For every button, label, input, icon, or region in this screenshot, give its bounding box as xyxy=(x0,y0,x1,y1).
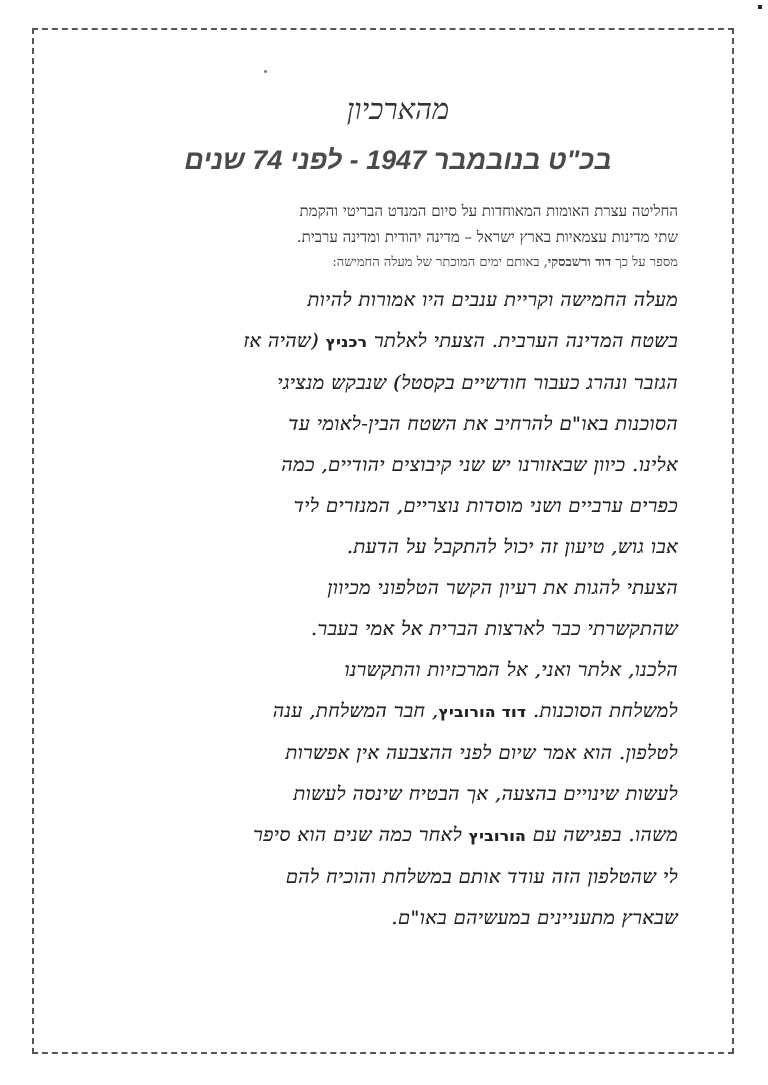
handwritten-testimony xyxy=(118,280,678,939)
handwritten-line xyxy=(118,321,678,363)
handwritten-text: , חבר המשלחת, ענה xyxy=(272,700,439,722)
source-name: דוד ורשבסקי xyxy=(547,255,612,270)
handwritten-text: בשטח המדינה הערבית. הצעתי לאלתר xyxy=(373,330,678,352)
handwritten-line: לעשות שינויים בהצעה, אך הבטיח שינסה לעשות xyxy=(293,783,678,805)
handwritten-line: הסוכנות באו"ם להרחיב את השטח הבין-לאומי עד xyxy=(288,413,678,435)
article-subtitle: בכ"ט בנובמבר 1947 - לפני 74 שנים xyxy=(184,145,612,175)
handwritten-line: כפרים ערביים ושני מוסדות נוצריים, המנזרים ליד xyxy=(293,495,678,517)
person-name: הורוביץ xyxy=(468,827,526,845)
handwritten-text: משהו. בפגישה עם xyxy=(532,824,678,846)
corner-mark xyxy=(758,5,762,9)
handwritten-line: לי שהטלפון הזה עודד אותם במשלחת והוכיח להם xyxy=(285,866,678,888)
source-line-before: מספר על כך xyxy=(615,255,678,270)
article xyxy=(118,88,678,939)
handwritten-line xyxy=(118,815,678,857)
handwritten-text: (שהיה אז xyxy=(243,330,319,352)
person-name: רכניץ xyxy=(325,333,368,351)
handwritten-line: הלכנו, אלתר ואני, אל המרכזיות והתקשרנו xyxy=(344,659,678,681)
source-line xyxy=(118,250,678,276)
handwritten-line: שהתקשרתי כבר לארצות הברית אל אמי בעבר. xyxy=(310,618,678,640)
handwritten-line: הגזבר ונהרג כעבור חודשיים בקסטל) שנבקש מנציגי xyxy=(277,372,678,394)
handwritten-line: הצעתי להגות את רעיון הקשר הטלפוני מכיוון xyxy=(327,577,678,599)
intro-line: החליטה עצרת האומות המאוחדות על סיום המנדט הבריטי והקמת xyxy=(299,202,678,220)
handwritten-text: לאחר כמה שנים הוא סיפר xyxy=(253,824,462,846)
intro-line: שתי מדינות עצמאיות בארץ ישראל – מדינה יהודית ומדינה ערבית. xyxy=(296,228,678,246)
handwritten-line: מעלה החמישה וקריית ענבים היו אמורות להיות xyxy=(307,289,678,311)
handwritten-line: לטלפון. הוא אמר שיום לפני ההצבעה אין אפשרות xyxy=(285,742,678,764)
handwritten-line: שבארץ מתעניינים במעשיהם באו"ם. xyxy=(391,907,678,929)
handwritten-line: אלינו. כיוון שבאזורנו יש שני קיבוצים יהודיים, כמה xyxy=(281,454,678,476)
handwritten-line xyxy=(118,691,678,733)
intro-paragraph xyxy=(118,198,678,276)
article-title: מהארכיון xyxy=(346,92,450,126)
handwritten-line: אבו גוש, טיעון זה יכול להתקבל על הדעת. xyxy=(346,536,678,558)
source-line-after: , באותם ימים המוכתר של מעלה החמישה: xyxy=(332,255,548,270)
handwritten-text: למשלחת הסוכנות. xyxy=(532,700,678,722)
person-name: דוד הורוביץ xyxy=(438,703,527,721)
